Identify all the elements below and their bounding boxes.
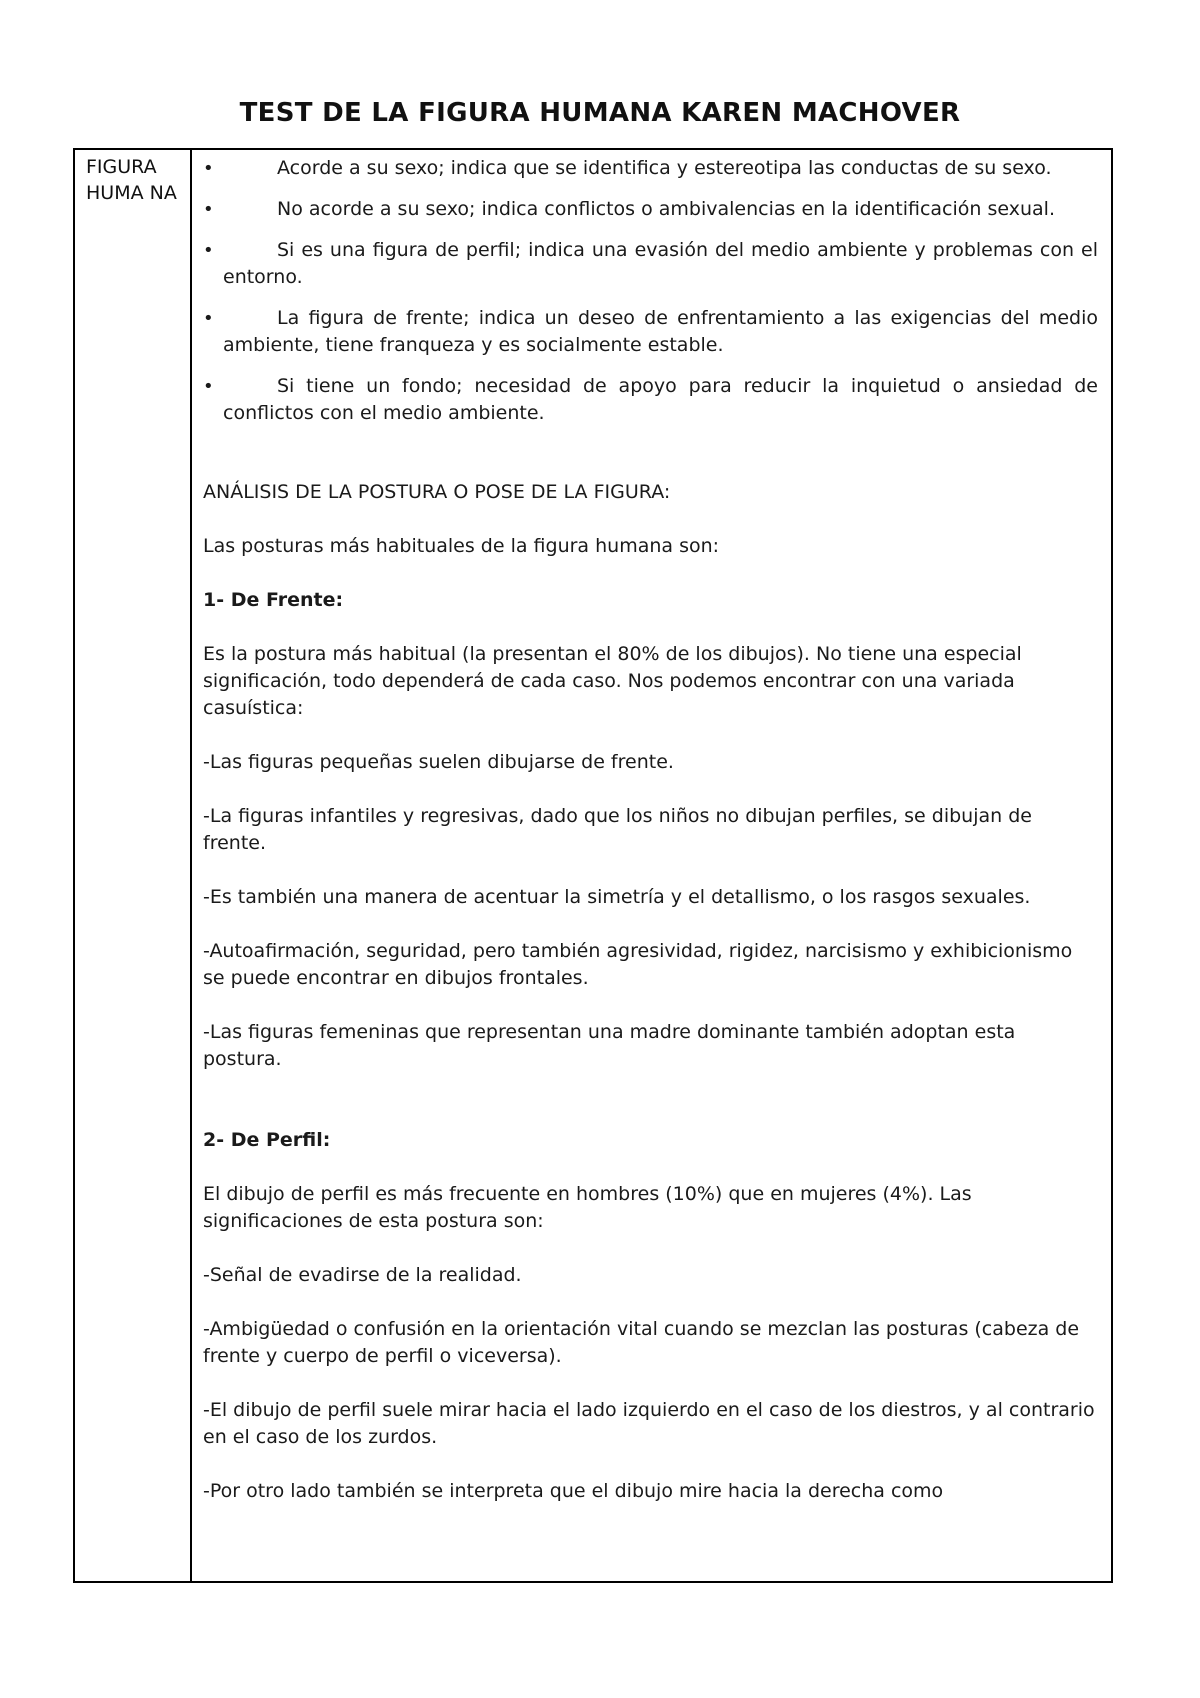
paragraph: -Por otro lado también se interpreta que el dibujo mire hacia la derecha como [203,1480,944,1502]
bullet-text: Acorde a su sexo; indica que se identifica y estereotipa las conductas de su sexo. [277,157,1052,179]
bullet-item [203,196,1098,223]
paragraph: El dibujo de perfil es más frecuente en hombres (10%) que en mujeres (4%). Las significaciones de esta postura son: [203,1183,972,1232]
row-header-figura-humana: FIGURA HUMA NA [86,156,177,204]
bullet-item [203,305,1098,359]
bullet-dot-icon: • [203,199,214,220]
section-heading-de-perfil: 2- De Perfil: [203,1129,331,1151]
paragraph: -La figuras infantiles y regresivas, dado que los niños no dibujan perfiles, se dibujan de frente. [203,805,1032,854]
content-cell [203,155,1098,1532]
bullet-dot-icon: • [203,158,214,179]
paragraph: -Las figuras femeninas que representan una madre dominante también adoptan esta postura. [203,1021,1016,1070]
bullet-item [203,155,1098,182]
paragraph: -El dibujo de perfil suele mirar hacia el lado izquierdo en el caso de los diestros, y al contrario en el caso de los zurdos. [203,1399,1095,1448]
content-table [73,148,1113,1583]
analysis-heading: ANÁLISIS DE LA POSTURA O POSE DE LA FIGURA: [203,481,671,503]
bullet-list [203,155,1098,427]
bullet-text: Si es una figura de perfil; indica una evasión del medio ambiente y problemas con el entorno. [223,239,1098,288]
paragraph: -Ambigüedad o confusión en la orientación vital cuando se mezclan las posturas (cabeza de frente y cuerpo de perfil o viceversa). [203,1318,1080,1367]
column-divider [190,150,192,1581]
paragraph: Es la postura más habitual (la presentan el 80% de los dibujos). No tiene una especial significación, todo dependerá de cada caso. Nos podemos encontrar con una variada casuística: [203,643,1022,719]
bullet-text: Si tiene un fondo; necesidad de apoyo para reducir la inquietud o ansiedad de conflictos con el medio ambiente. [223,375,1098,424]
bullet-item [203,373,1098,427]
bullet-dot-icon: • [203,308,214,329]
bullet-text: No acorde a su sexo; indica conflictos o ambivalencias en la identificación sexual. [277,198,1055,220]
page-title: TEST DE LA FIGURA HUMANA KAREN MACHOVER [239,98,961,128]
paragraph: -Es también una manera de acentuar la simetría y el detallismo, o los rasgos sexuales. [203,886,1031,908]
paragraph: -Las figuras pequeñas suelen dibujarse de frente. [203,751,674,773]
bullet-dot-icon: • [203,240,214,261]
paragraph: -Autoafirmación, seguridad, pero también agresividad, rigidez, narcisismo y exhibicionismo se puede encontrar en dibujos frontales. [203,940,1073,989]
bullet-item [203,237,1098,291]
section-heading-de-frente: 1- De Frente: [203,589,344,611]
bullet-text: La figura de frente; indica un deseo de enfrentamiento a las exigencias del medio ambiente, tiene franqueza y es socialmente estable. [223,307,1098,356]
bullet-dot-icon: • [203,376,214,397]
paragraph: -Señal de evadirse de la realidad. [203,1264,522,1286]
intro-paragraph: Las posturas más habituales de la figura humana son: [203,535,720,557]
